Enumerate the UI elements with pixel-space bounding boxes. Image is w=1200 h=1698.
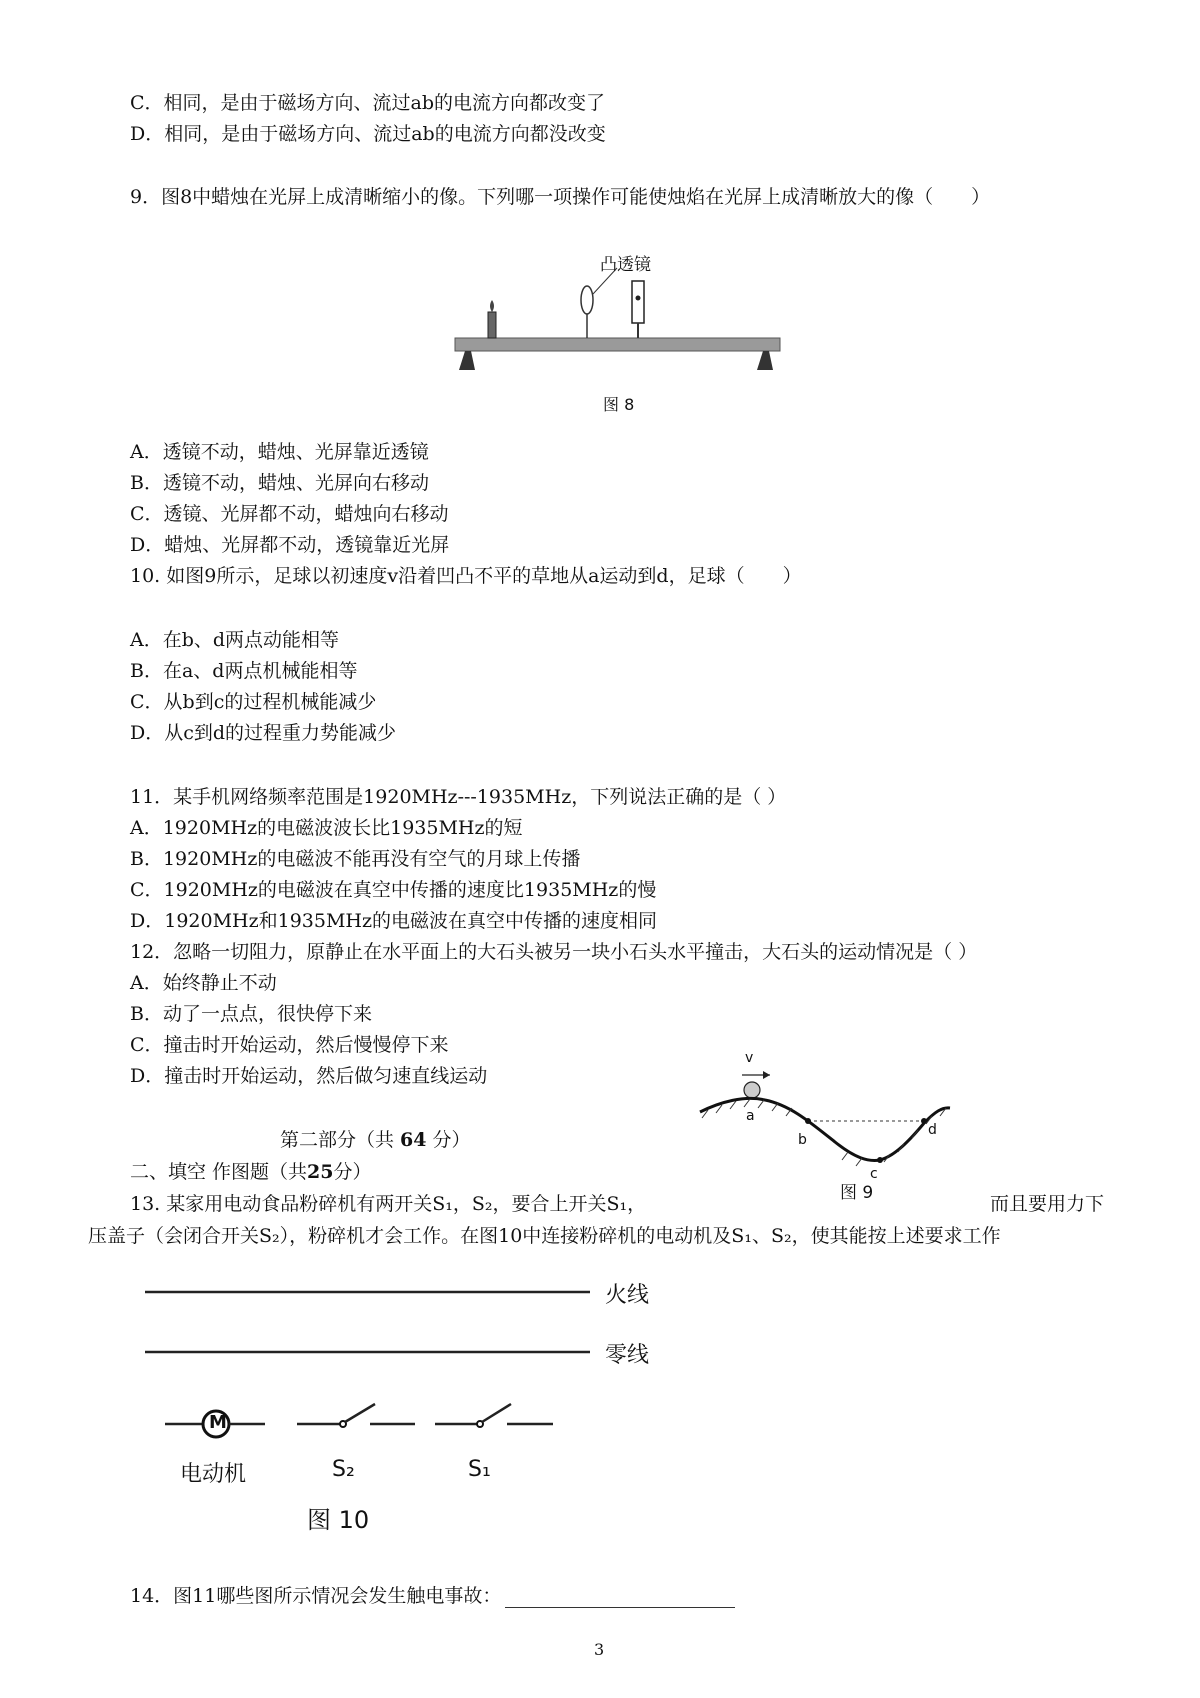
q12-option-b: B．动了一点点，很快停下来 — [130, 1003, 372, 1025]
q13-line1-end: 而且要用力下 — [990, 1193, 1105, 1215]
q12-option-c: C．撞击时开始运动，然后慢慢停下来 — [130, 1034, 449, 1056]
fig9-label-d: d — [928, 1122, 937, 1138]
switch-s2-label: S₂ — [332, 1457, 355, 1482]
motor-label: 电动机 — [180, 1462, 247, 1487]
q11-option-b: B．1920MHz的电磁波不能再没有空气的月球上传播 — [130, 848, 581, 870]
q9-option-d: D．蜡烛、光屏都不动，透镜靠近光屏 — [130, 534, 450, 556]
figure-9 — [690, 1050, 960, 1203]
q14-stem: 14．图11哪些图所示情况会发生触电事故： — [130, 1584, 735, 1608]
switch-s1-label: S₁ — [468, 1457, 491, 1482]
q11-stem: 11．某手机网络频率范围是1920MHz---1935MHz，下列说法正确的是（ ） — [130, 786, 787, 808]
part-two-title: 第二部分（共 64 分） — [280, 1129, 471, 1151]
fig9-label-a: a — [746, 1108, 755, 1124]
q10-stem: 10. 如图9所示，足球以初速度v沿着凹凸不平的草地从a运动到d，足球（ ） — [130, 565, 802, 587]
q14-answer-blank[interactable] — [505, 1589, 735, 1608]
neutral-wire-label: 零线 — [605, 1343, 650, 1368]
fig9-label-v: v — [745, 1050, 754, 1066]
q11-option-d: D．1920MHz和1935MHz的电磁波在真空中传播的速度相同 — [130, 910, 658, 932]
convex-lens-label: 凸透镜 — [600, 255, 651, 275]
q8-option-d: D．相同，是由于磁场方向、流过ab的电流方向都没改变 — [130, 123, 606, 145]
motor-symbol: M — [209, 1412, 227, 1433]
q11-option-a: A．1920MHz的电磁波波长比1935MHz的短 — [130, 817, 523, 839]
figure-10-caption: 图 10 — [307, 1506, 370, 1534]
q13-line2: 压盖子（会闭合开关S₂），粉碎机才会工作。在图10中连接粉碎机的电动机及S₁、S₂，使其能按上述要求工作 — [88, 1225, 1001, 1247]
q10-option-d: D．从c到d的过程重力势能减少 — [130, 722, 397, 744]
q9-stem: 9．图8中蜡烛在光屏上成清晰缩小的像。下列哪一项操作可能使烛焰在光屏上成清晰放大的像（ ） — [130, 186, 991, 208]
figure-8 — [445, 240, 790, 415]
fig9-label-b: b — [798, 1132, 807, 1148]
q9-option-a: A．透镜不动，蜡烛、光屏靠近透镜 — [130, 441, 429, 463]
live-wire-label: 火线 — [605, 1283, 650, 1308]
page-number: 3 — [594, 1640, 605, 1659]
q9-option-b: B．透镜不动，蜡烛、光屏向右移动 — [130, 472, 429, 494]
q10-option-a: A．在b、d两点动能相等 — [130, 629, 340, 651]
q9-option-c: C．透镜、光屏都不动，蜡烛向右移动 — [130, 503, 449, 525]
q12-option-a: A．始终静止不动 — [130, 972, 277, 994]
figure-9-caption: 图 9 — [840, 1183, 874, 1203]
q10-option-b: B．在a、d两点机械能相等 — [130, 660, 358, 682]
q12-option-d: D．撞击时开始运动，然后做匀速直线运动 — [130, 1065, 488, 1087]
q8-option-c: C．相同，是由于磁场方向、流过ab的电流方向都改变了 — [130, 92, 606, 114]
q11-option-c: C．1920MHz的电磁波在真空中传播的速度比1935MHz的慢 — [130, 879, 657, 901]
fig9-label-c: c — [870, 1166, 878, 1182]
q12-stem: 12．忽略一切阻力，原静止在水平面上的大石头被另一块小石头水平撞击，大石头的运动情况是（ ） — [130, 941, 978, 963]
q13-line1: 13. 某家用电动食品粉碎机有两开关S₁，S₂，要合上开关S₁， — [130, 1193, 647, 1215]
q10-option-c: C．从b到c的过程机械能减少 — [130, 691, 377, 713]
section-two-heading: 二、填空 作图题（共25分） — [130, 1161, 372, 1183]
figure-10 — [135, 1262, 675, 1532]
figure-8-caption: 图 8 — [603, 395, 635, 414]
